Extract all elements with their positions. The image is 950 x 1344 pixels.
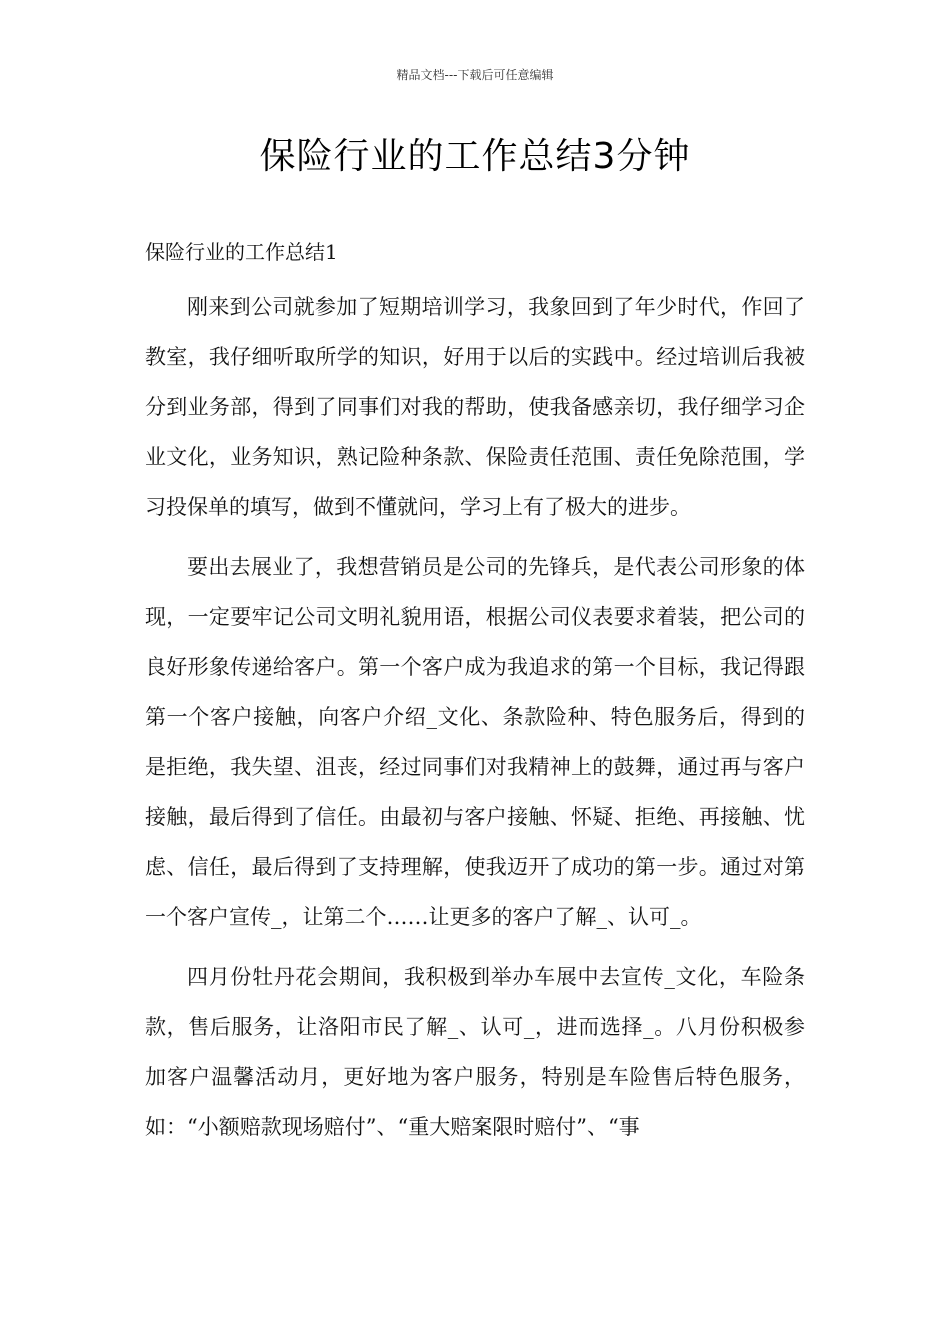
section-heading: 保险行业的工作总结1 [145, 240, 338, 264]
document-title: 保险行业的工作总结3分钟 [259, 136, 691, 177]
header-note: 精品文档---下载后可任意编辑 [396, 68, 554, 82]
paragraph-3: 四月份牡丹花会期间，我积极到举办车展中去宣传_文化，车险条款，售后服务，让洛阳市民了解_、认可_，进而选择_。八月份积极参加客户温馨活动月，更好地为客户服务，特别是车险售后特色服务，如：“小额赔款现场赔付”、“重大赔案限时赔付”、“事 [145, 965, 805, 1139]
paragraph-1: 刚来到公司就参加了短期培训学习，我象回到了年少时代，作回了教室，我仔细听取所学的知识，好用于以后的实践中。经过培训后我被分到业务部，得到了同事们对我的帮助，使我备感亲切，我仔细学习企业文化，业务知识，熟记险种条款、保险责任范围、责任免除范围，学习投保单的填写，做到不懂就问，学习上有了极大的进步。 [145, 295, 805, 519]
document-body [145, 232, 805, 1162]
paragraph-2: 要出去展业了，我想营销员是公司的先锋兵，是代表公司形象的体现，一定要牢记公司文明礼貌用语，根据公司仪表要求着装，把公司的良好形象传递给客户。第一个客户成为我追求的第一个目标，我记得跟第一个客户接触，向客户介绍_文化、条款险种、特色服务后，得到的是拒绝，我失望、沮丧，经过同事们对我精神上的鼓舞，通过再与客户接触，最后得到了信任。由最初与客户接触、怀疑、拒绝、再接触、忧虑、信任，最后得到了支持理解，使我迈开了成功的第一步。通过对第一个客户宣传_，让第二个……让更多的客户了解_、认可_。 [145, 555, 805, 929]
